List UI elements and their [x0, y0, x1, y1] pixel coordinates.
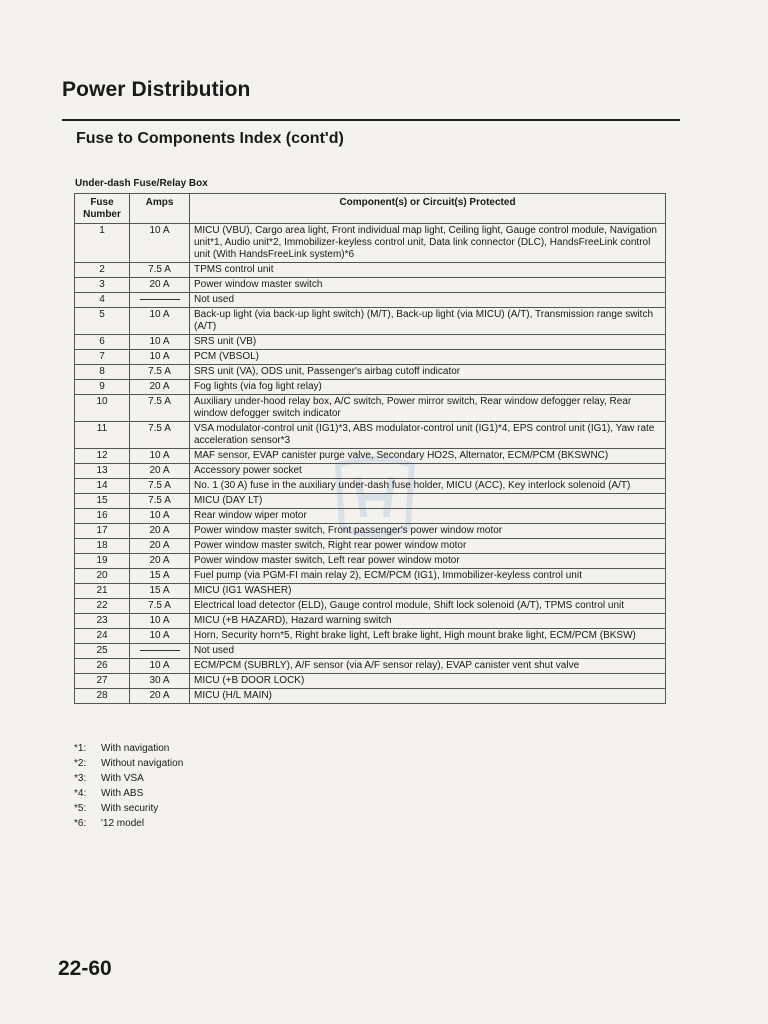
amps-cell: 10 A — [130, 224, 190, 263]
fuse-table — [74, 193, 666, 704]
components-cell: Power window master switch — [190, 278, 666, 293]
table-label: Under-dash Fuse/Relay Box — [75, 178, 208, 189]
fuse-number-cell: 26 — [75, 659, 130, 674]
amps-cell — [130, 293, 190, 308]
fuse-number-cell: 2 — [75, 263, 130, 278]
footnote — [74, 771, 183, 786]
footnote-text: With navigation — [101, 743, 170, 754]
footnote-mark: *6: — [74, 818, 87, 829]
components-cell: Rear window wiper motor — [190, 509, 666, 524]
fuse-number-cell: 7 — [75, 350, 130, 365]
footnote — [74, 816, 183, 831]
amps-cell: 20 A — [130, 554, 190, 569]
components-cell: Power window master switch, Left rear power window motor — [190, 554, 666, 569]
amps-cell: 10 A — [130, 350, 190, 365]
table-row — [75, 308, 666, 335]
column-header-amps: Amps — [130, 194, 190, 224]
table-row — [75, 464, 666, 479]
components-cell: MICU (H/L MAIN) — [190, 689, 666, 704]
components-cell: MICU (VBU), Cargo area light, Front individual map light, Ceiling light, Gauge control module, Navigation unit*1, Audio unit*2, Immobilizer-keyless control unit, Data link connector (DLC), HandsFreeLink control unit (With HandsFreeLink system)*6 — [190, 224, 666, 263]
table-row — [75, 569, 666, 584]
amps-cell: 7.5 A — [130, 395, 190, 422]
components-cell: PCM (VBSOL) — [190, 350, 666, 365]
table-row — [75, 365, 666, 380]
footnote-text: '12 model — [101, 818, 145, 829]
table-header-row — [75, 194, 666, 224]
components-cell: Auxiliary under-hood relay box, A/C switch, Power mirror switch, Rear window defogger relay, Rear window defogger switch indicator — [190, 395, 666, 422]
column-header-fuse-number: Fuse Number — [75, 194, 130, 224]
not-used-dash — [140, 650, 180, 651]
table-row — [75, 449, 666, 464]
table-row — [75, 584, 666, 599]
fuse-number-cell: 3 — [75, 278, 130, 293]
components-cell: Horn, Security horn*5, Right brake light, Left brake light, High mount brake light, ECM/PCM (BKSW) — [190, 629, 666, 644]
components-cell: MICU (IG1 WASHER) — [190, 584, 666, 599]
table-row — [75, 335, 666, 350]
fuse-number-cell: 18 — [75, 539, 130, 554]
amps-cell: 20 A — [130, 524, 190, 539]
fuse-number-cell: 10 — [75, 395, 130, 422]
footnote-text: With security — [101, 803, 159, 814]
footnote — [74, 786, 183, 801]
amps-cell — [130, 644, 190, 659]
amps-cell: 10 A — [130, 335, 190, 350]
fuse-number-cell: 27 — [75, 674, 130, 689]
footnotes — [74, 741, 183, 831]
table-row — [75, 395, 666, 422]
amps-cell: 10 A — [130, 449, 190, 464]
footnote-text: With ABS — [101, 788, 144, 799]
table-row — [75, 554, 666, 569]
title-divider — [62, 119, 680, 121]
table-row — [75, 263, 666, 278]
components-cell: Electrical load detector (ELD), Gauge control module, Shift lock solenoid (A/T), TPMS control unit — [190, 599, 666, 614]
footnote-mark: *4: — [74, 788, 87, 799]
fuse-number-cell: 28 — [75, 689, 130, 704]
amps-cell: 7.5 A — [130, 494, 190, 509]
table-row — [75, 644, 666, 659]
table-row — [75, 479, 666, 494]
table-row — [75, 224, 666, 263]
components-cell: TPMS control unit — [190, 263, 666, 278]
amps-cell: 7.5 A — [130, 599, 190, 614]
amps-cell: 7.5 A — [130, 263, 190, 278]
components-cell: VSA modulator-control unit (IG1)*3, ABS modulator-control unit (IG1)*4, EPS control unit (IG1), Yaw rate acceleration sensor*3 — [190, 422, 666, 449]
fuse-number-cell: 6 — [75, 335, 130, 350]
components-cell: SRS unit (VA), ODS unit, Passenger's airbag cutoff indicator — [190, 365, 666, 380]
fuse-number-cell: 1 — [75, 224, 130, 263]
components-cell: Power window master switch, Right rear power window motor — [190, 539, 666, 554]
table-body — [75, 224, 666, 704]
amps-cell: 20 A — [130, 380, 190, 395]
page-number: 22-60 — [58, 957, 112, 980]
components-cell: Back-up light (via back-up light switch) (M/T), Back-up light (via MICU) (A/T), Transmission range switch (A/T) — [190, 308, 666, 335]
components-cell: MAF sensor, EVAP canister purge valve, Secondary HO2S, Alternator, ECM/PCM (BKSWNC) — [190, 449, 666, 464]
footnote-mark: *5: — [74, 803, 87, 814]
table-row — [75, 659, 666, 674]
components-cell: Fuel pump (via PGM-FI main relay 2), ECM/PCM (IG1), Immobilizer-keyless control unit — [190, 569, 666, 584]
page-title: Power Distribution — [62, 78, 251, 101]
footnote — [74, 756, 183, 771]
amps-cell: 20 A — [130, 464, 190, 479]
components-cell: No. 1 (30 A) fuse in the auxiliary under-dash fuse holder, MICU (ACC), Key interlock solenoid (A/T) — [190, 479, 666, 494]
table-row — [75, 524, 666, 539]
footnote-text: Without navigation — [101, 758, 184, 769]
amps-cell: 10 A — [130, 614, 190, 629]
table-row — [75, 350, 666, 365]
footnote-mark: *1: — [74, 743, 87, 754]
amps-cell: 10 A — [130, 308, 190, 335]
fuse-number-cell: 23 — [75, 614, 130, 629]
table-row — [75, 689, 666, 704]
table-row — [75, 293, 666, 308]
fuse-number-cell: 12 — [75, 449, 130, 464]
components-cell: MICU (DAY LT) — [190, 494, 666, 509]
fuse-number-cell: 15 — [75, 494, 130, 509]
amps-cell: 20 A — [130, 689, 190, 704]
table-row — [75, 629, 666, 644]
components-cell: SRS unit (VB) — [190, 335, 666, 350]
fuse-number-cell: 22 — [75, 599, 130, 614]
fuse-number-cell: 4 — [75, 293, 130, 308]
table-row — [75, 509, 666, 524]
amps-cell: 7.5 A — [130, 365, 190, 380]
fuse-number-cell: 24 — [75, 629, 130, 644]
amps-cell: 20 A — [130, 539, 190, 554]
amps-cell: 7.5 A — [130, 479, 190, 494]
table-row — [75, 599, 666, 614]
components-cell: ECM/PCM (SUBRLY), A/F sensor (via A/F sensor relay), EVAP canister vent shut valve — [190, 659, 666, 674]
components-cell: Not used — [190, 644, 666, 659]
table-row — [75, 614, 666, 629]
footnote — [74, 801, 183, 816]
amps-cell: 15 A — [130, 584, 190, 599]
amps-cell: 10 A — [130, 509, 190, 524]
not-used-dash — [140, 299, 180, 300]
components-cell: MICU (+B HAZARD), Hazard warning switch — [190, 614, 666, 629]
amps-cell: 7.5 A — [130, 422, 190, 449]
table-row — [75, 539, 666, 554]
components-cell: Power window master switch, Front passenger's power window motor — [190, 524, 666, 539]
amps-cell: 15 A — [130, 569, 190, 584]
fuse-number-cell: 11 — [75, 422, 130, 449]
table-row — [75, 278, 666, 293]
components-cell: MICU (+B DOOR LOCK) — [190, 674, 666, 689]
fuse-number-cell: 14 — [75, 479, 130, 494]
components-cell: Not used — [190, 293, 666, 308]
amps-cell: 10 A — [130, 629, 190, 644]
amps-cell: 30 A — [130, 674, 190, 689]
table-row — [75, 422, 666, 449]
footnote-mark: *3: — [74, 773, 87, 784]
fuse-number-cell: 9 — [75, 380, 130, 395]
fuse-number-cell: 25 — [75, 644, 130, 659]
fuse-number-cell: 5 — [75, 308, 130, 335]
table-row — [75, 674, 666, 689]
fuse-number-cell: 8 — [75, 365, 130, 380]
section-title: Fuse to Components Index (cont'd) — [76, 130, 344, 147]
table-row — [75, 494, 666, 509]
fuse-number-cell: 17 — [75, 524, 130, 539]
fuse-number-cell: 19 — [75, 554, 130, 569]
amps-cell: 10 A — [130, 659, 190, 674]
footnote-mark: *2: — [74, 758, 87, 769]
table-row — [75, 380, 666, 395]
amps-cell: 20 A — [130, 278, 190, 293]
components-cell: Fog lights (via fog light relay) — [190, 380, 666, 395]
footnote-text: With VSA — [101, 773, 144, 784]
fuse-number-cell: 21 — [75, 584, 130, 599]
fuse-number-cell: 20 — [75, 569, 130, 584]
fuse-number-cell: 16 — [75, 509, 130, 524]
column-header-components: Component(s) or Circuit(s) Protected — [190, 194, 666, 224]
fuse-number-cell: 13 — [75, 464, 130, 479]
components-cell: Accessory power socket — [190, 464, 666, 479]
footnote — [74, 741, 183, 756]
